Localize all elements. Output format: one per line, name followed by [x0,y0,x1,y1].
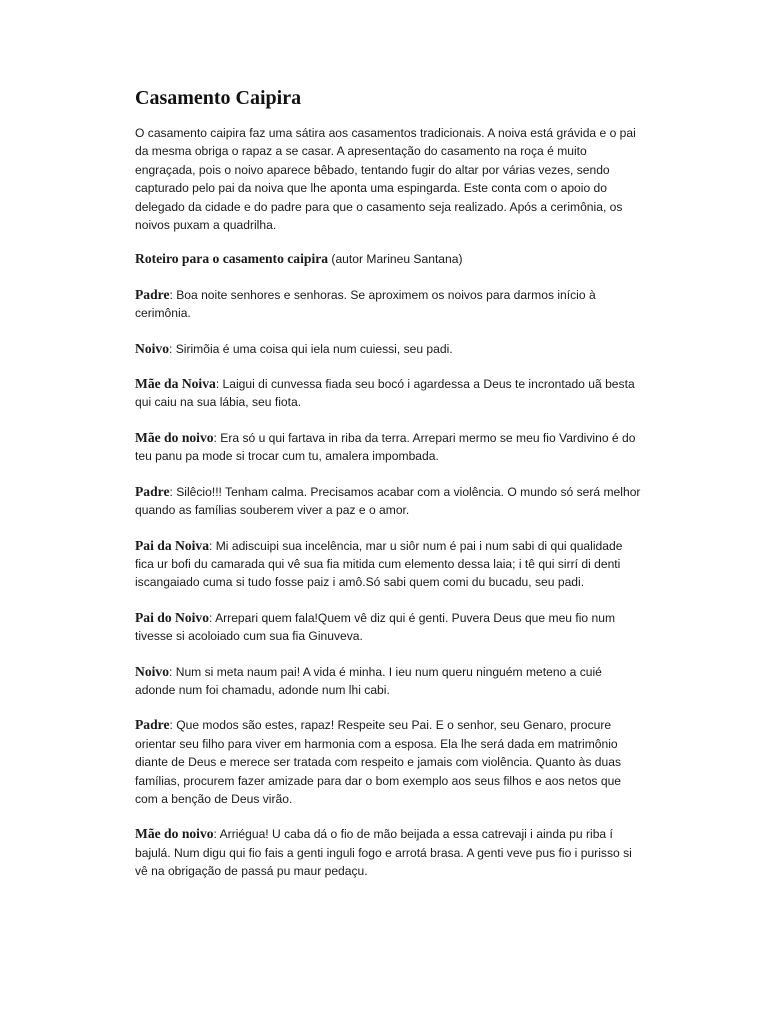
speaker-name: Padre [135,286,170,302]
dialogue-text: : Mi adiscuipi sua incelência, mar u siôr num é pai i num sabi di qui qualidade fica ur bofi du camarada qui vê sua fia mitida cum elemento dessa laia; i tê qui sirrí di denti iscangaiado cuma si tudo fosse paiz i amô.Só sabi quem comi du bucadu, seu padi. [135,538,623,590]
dialogue-line [135,825,641,880]
dialogue-text: : Boa noite senhores e senhoras. Se aproximem os noivos para darmos início à cerimônia. [135,287,596,321]
script-author: (autor Marineu Santana) [328,252,463,267]
dialogue-text: : Arrepari quem fala!Quem vê diz qui é genti. Puvera Deus que meu fio num tivesse si acoloiado cum sua fia Ginuveva. [135,610,616,644]
speaker-name: Mãe da Noiva [135,376,216,392]
dialogue-text: : Sirimõia é uma coisa qui iela num cuiessi, seu padi. [168,341,453,356]
dialogue-text: : Era só u qui fartava in riba da terra. Arrepari mermo se meu fio Vardivino é do teu panu pa mode si trocar cum tu, amalera impombada. [135,430,636,464]
speaker-name: Mãe do noivo [135,826,214,842]
document-title: Casamento Caipira [135,87,302,109]
speaker-name: Padre [135,483,170,499]
dialogue-line [135,340,641,358]
intro-paragraph: O casamento caipira faz uma sátira aos casamentos tradicionais. A noiva está grávida e o pai da mesma obriga o rapaz a se casar. A apresentação do casamento na roça é muito engraçada, pois o noivo aparece bêbado, tentando fugir do altar por várias vezes, sendo capturado pelo pai da noiva que lhe aponta uma espingarda. Este conta com o apoio do delegado da cidade e do padre para que o casamento seja realizado. Após a cerimônia, os noivos puxam a quadrilha. [135,126,636,233]
speaker-name: Noivo [135,340,169,356]
speaker-name: Pai do Noivo [135,609,210,625]
dialogue-text: : Silêcio!!! Tenham calma. Precisamos acabar com a violência. O mundo só será melhor quando as famílias souberem viver a paz e o amor. [135,484,641,518]
document-page [135,86,641,898]
dialogue-text: : Laigui di cunvessa fiada seu bocó i agardessa a Deus te incrontado uã besta qui caiu na sua lábia, seu fiota. [135,377,635,410]
speaker-name: Noivo [135,663,169,679]
dialogue-text: : Arriégua! U caba dá o fio de mão beijada a essa catrevaji i ainda pu riba í bajulá. Num digu qui fio fais a genti inguli fogo e arrotá brasa. A genti veve pus fio i purisso si vê na obrigação de passá pu maur pedaçu. [135,827,632,879]
dialogue-line [135,375,641,412]
speaker-name: Pai da Noiva [135,537,210,553]
dialogue-line [135,286,641,323]
dialogue-text: : Num si meta naum pai! A vida é minha. I ieu num queru ninguém meteno a cuié adonde num foi chamadu, adonde num lhi cabi. [135,664,602,697]
dialogue-line [135,429,641,466]
speaker-name: Padre [135,717,170,733]
dialogue-line [135,716,641,808]
script-heading-paragraph [135,250,641,268]
speaker-name: Mãe do noivo [135,429,214,445]
dialogue-line [135,483,641,520]
dialogue-text: : Que modos são estes, rapaz! Respeite seu Pai. E o senhor, seu Genaro, procure orientar seu filho para viver em harmonia com a esposa. Ela lhe será dada em matrimônio diante de Deus e merece ser tratada com respeito e jamais com violência. Quanto às duas famílias, procurem fazer amizade para dar o bom exemplo aos seus filhos e aos netos que com a benção de Deus virão. [135,718,622,806]
dialogue-line [135,537,641,592]
dialogue-line [135,663,641,700]
script-heading: Roteiro para o casamento caipira [135,251,329,267]
dialogue-line [135,609,641,646]
